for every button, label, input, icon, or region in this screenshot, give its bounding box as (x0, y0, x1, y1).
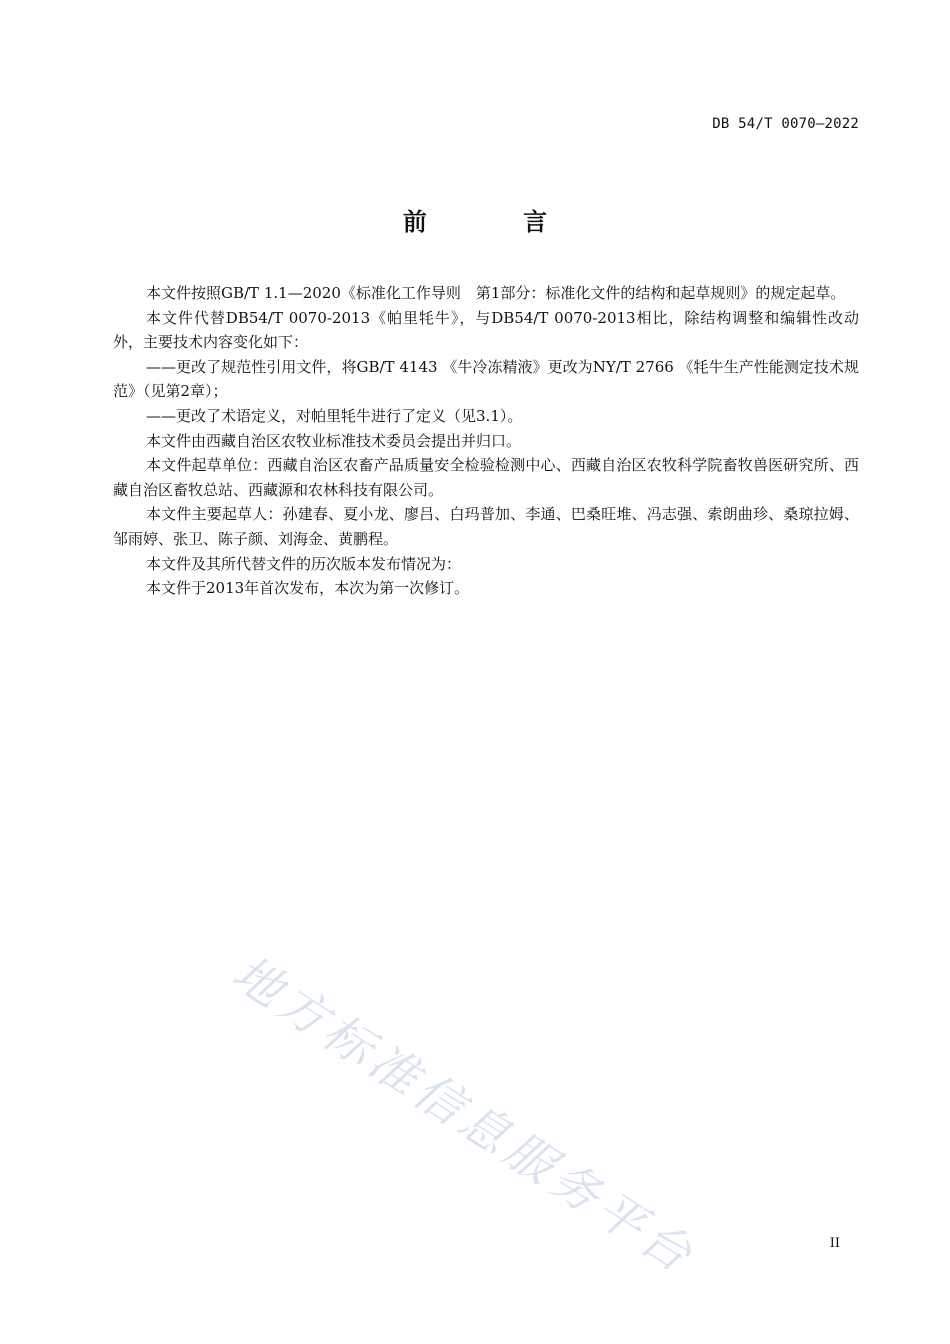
foreword-body (113, 281, 859, 601)
paragraph-drafting-rules: 本文件按照GB/T 1.1—2020《标准化工作导则 第1部分：标准化文件的结构和起草规则》的规定起草。 (146, 284, 846, 302)
paragraph-history: 本文件于2013年首次发布，本次为第一次修订。 (146, 579, 470, 598)
paragraph-drafters: 本文件主要起草人：孙建春、夏小龙、廖吕、白玛普加、李通、巴桑旺堆、冯志强、索朗曲珍、桑琼拉姆、邹雨婷、张卫、陈子颜、刘海金、黄鹏程。 (113, 505, 859, 548)
paragraph-proposer: 本文件由西藏自治区农牧业标准技术委员会提出并归口。 (146, 431, 522, 450)
paragraph-drafting-units: 本文件起草单位：西藏自治区农畜产品质量安全检验检测中心、西藏自治区农牧科学院畜牧兽医研究所、西藏自治区畜牧总站、西藏源和农林科技有限公司。 (113, 456, 859, 499)
paragraph-change-terms: ——更改了术语定义，对帕里牦牛进行了定义（见3.1）。 (146, 406, 523, 425)
paragraph-change-references: ——更改了规范性引用文件，将GB/T 4143 《牛冷冻精液》更改为NY/T 2766 《牦牛生产性能测定技术规范》（见第2章）； (113, 357, 859, 401)
paragraph-replacement: 本文件代替DB54/T 0070-2013《帕里牦牛》，与DB54/T 0070-2013相比，除结构调整和编辑性改动外，主要技术内容变化如下： (113, 308, 859, 352)
page-number: II (829, 1236, 840, 1251)
document-code: DB 54/T 0070—2022 (712, 116, 859, 132)
watermark: 地方标准信息服务平台 (222, 944, 706, 1286)
page-title: 前 言 (402, 208, 592, 236)
paragraph-history-intro: 本文件及其所代替文件的历次版本发布情况为： (146, 554, 462, 573)
